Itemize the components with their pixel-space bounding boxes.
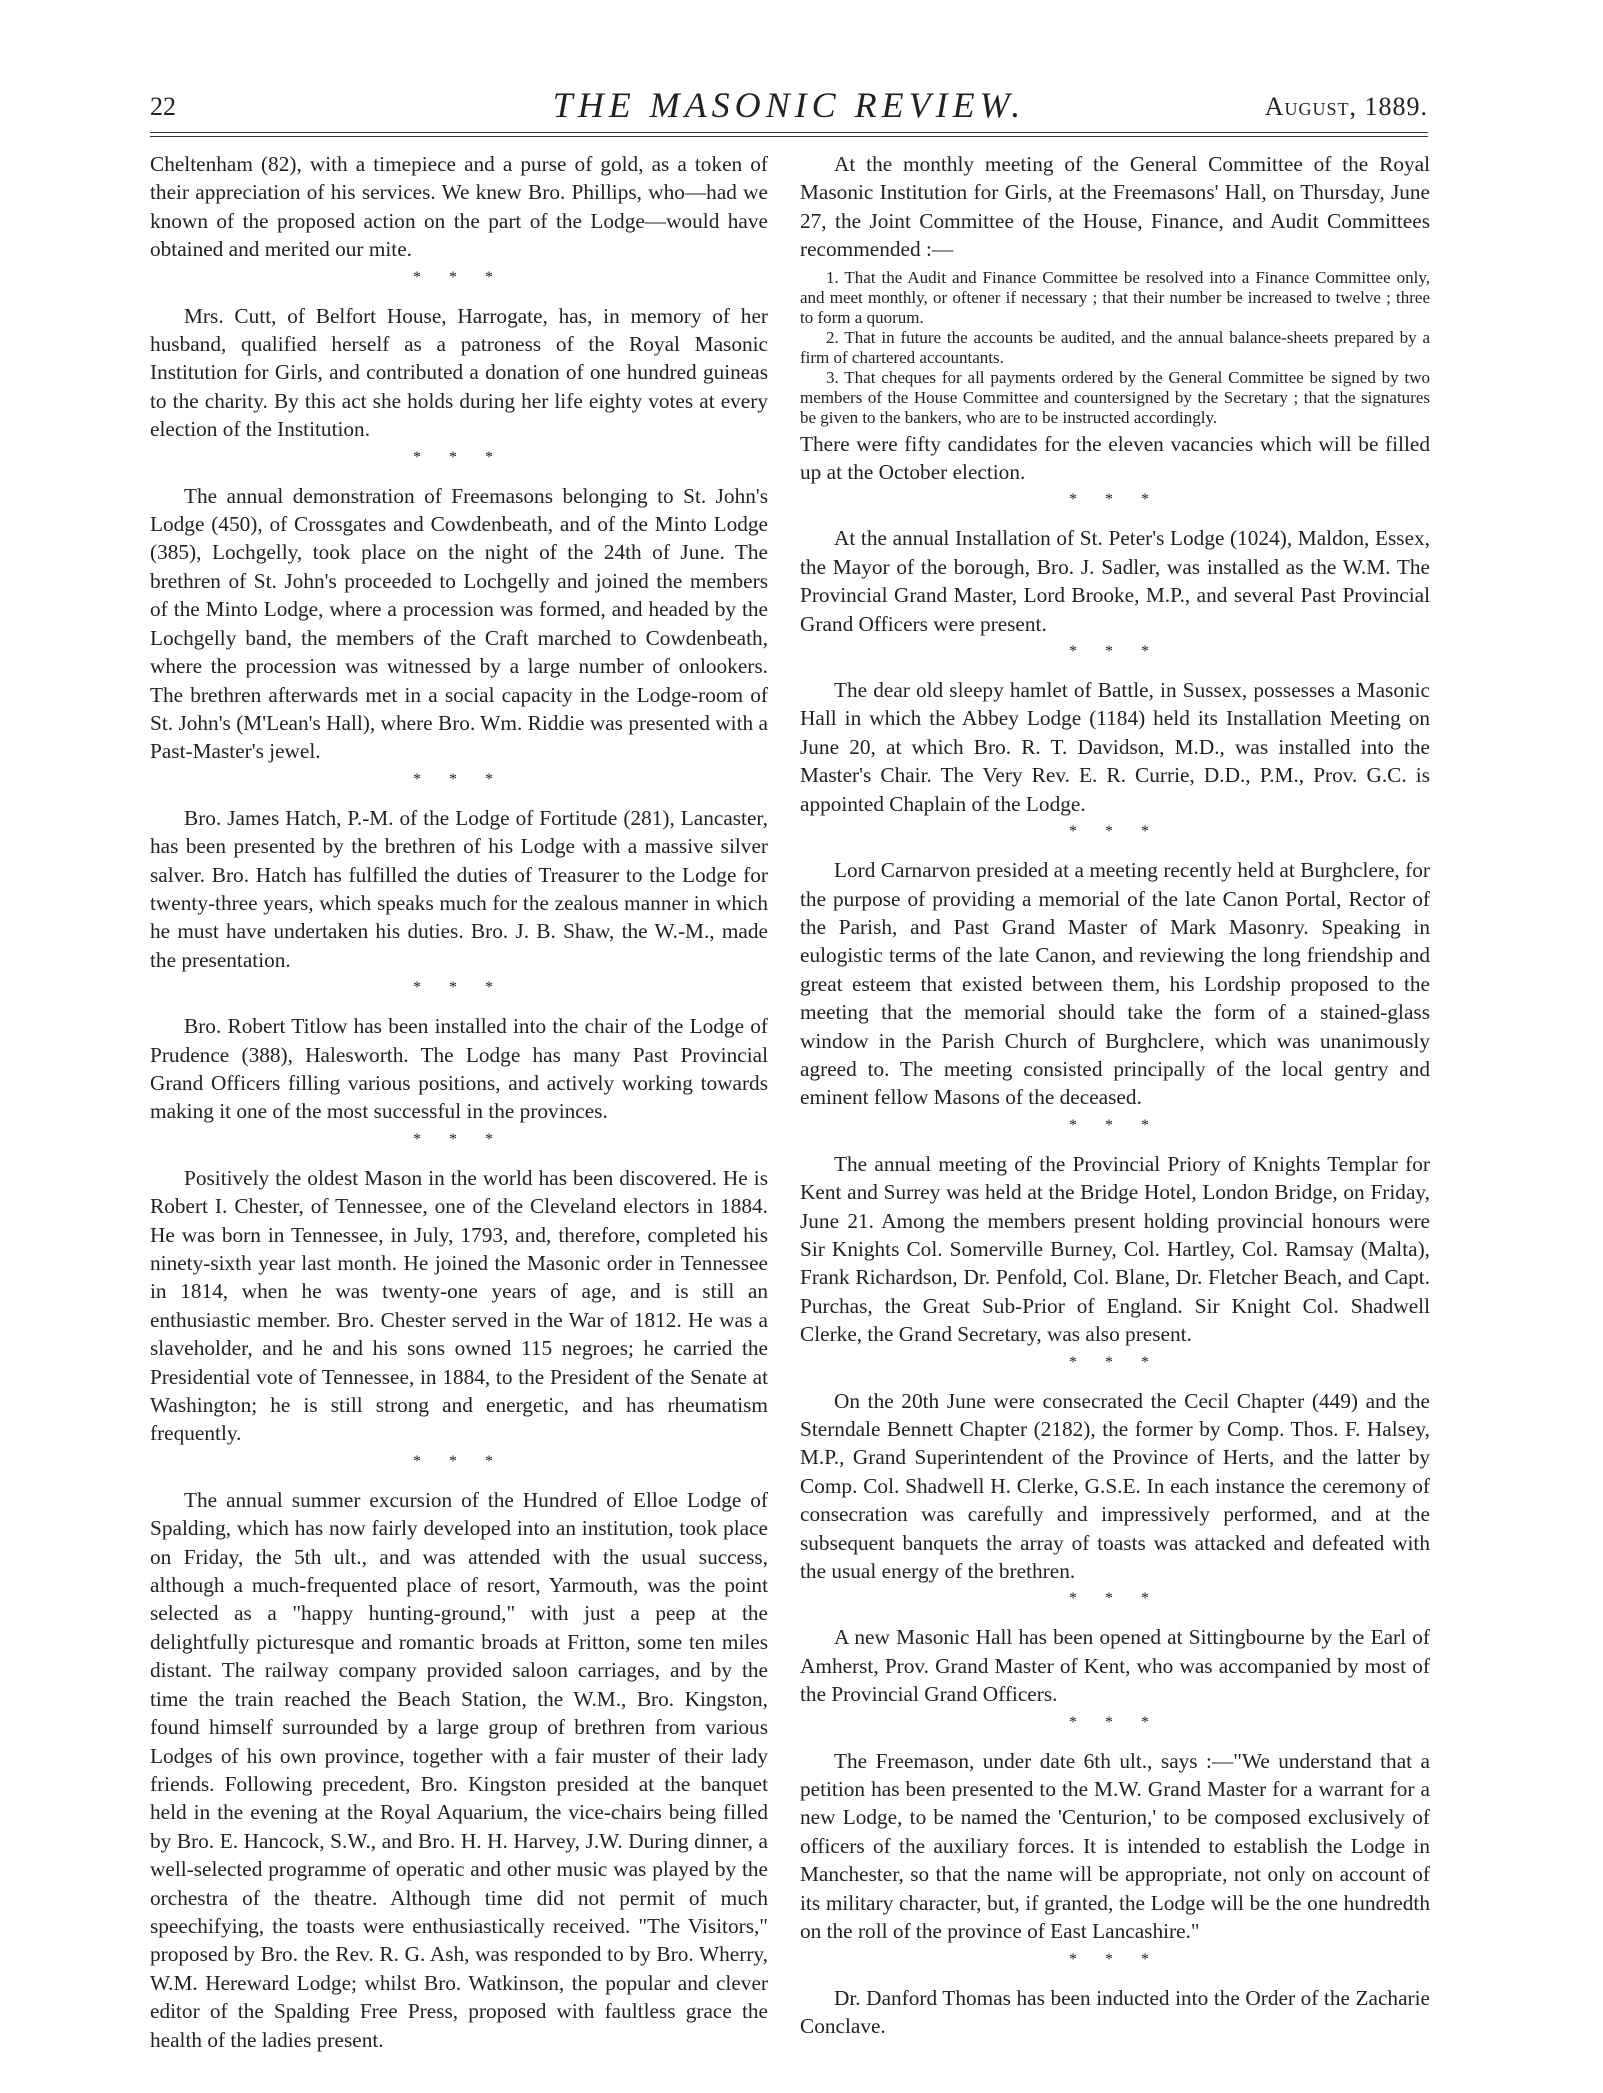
article-paragraph: Mrs. Cutt, of Belfort House, Harrogate, has, in memory of her husband, qualified herself as a patroness of the Royal Masonic Institution for Girls, and contributed a donation of one hundred guineas to the charity. By this act she holds during her life eighty votes at every election of the Institution. [150, 303, 768, 442]
journal-title: THE MASONIC REVIEW. [552, 85, 1026, 125]
resolution-item: 1. That the Audit and Finance Committee be resolved into a Finance Committee only, and meet monthly, or oftener if necessary ; that their number be increased to twelve ; three to form a quorum. [800, 267, 1430, 327]
resolution-list [800, 268, 1430, 428]
section-separator: * * * [1069, 1590, 1161, 1608]
section-separator: * * * [1069, 1353, 1161, 1371]
article-paragraph: On the 20th June were consecrated the Cecil Chapter (449) and the Sterndale Bennett Chapter (2182), the former by Comp. Thos. F. Halsey, M.P., Grand Superintendent of the Province of Herts, and the latter by Comp. Col. Shadwell H. Clerke, G.S.E. In each instance the ceremony of consecration was carefully and impressively performed, and at the subsequent banquets the array of toasts was attacked and defeated with the usual energy of the brethren. [800, 1388, 1430, 1584]
resolution-item: 2. That in future the accounts be audited, and the annual balance-sheets prepared by a firm of chartered accountants. [800, 327, 1430, 367]
header-rule-lower [150, 136, 1428, 137]
article-paragraph: A new Masonic Hall has been opened at Sittingbourne by the Earl of Amherst, Prov. Grand Master of Kent, who was accompanied by most of the Provincial Grand Officers. [800, 1625, 1430, 1707]
article-paragraph: Lord Carnarvon presided at a meeting recently held at Burghclere, for the purpose of providing a memorial of the late Canon Portal, Rector of the Parish, and Past Grand Master of Mark Masonry. Speaking in eulogistic terms of the late Canon, and reviewing the long friendship and great esteem that existed between them, his Lordship proposed to the meeting that the memorial should take the form of a stained-glass window in the Parish Church of Burghclere, which was unanimously agreed to. The meeting consisted principally of the local gentry and eminent fellow Masons of the deceased. [800, 858, 1430, 1110]
article-paragraph: Cheltenham (82), with a timepiece and a purse of gold, as a token of their appreciation of his services. We knew Bro. Phillips, who—had we known of the proposed action on the part of the Lodge—would have obtained and merited our mite. [150, 152, 768, 262]
article-paragraph: The dear old sleepy hamlet of Battle, in Sussex, possesses a Masonic Hall in which the Abbey Lodge (1184) held its Installation Meeting on June 20, at which Bro. R. T. Davidson, M.D., was installed into the Master's Chair. The Very Rev. E. R. Currie, D.D., P.M., Prov. G.C. is appointed Chaplain of the Lodge. [800, 678, 1430, 816]
article-paragraph: Dr. Danford Thomas has been inducted into the Order of the Zacharie Conclave. [800, 1985, 1430, 2038]
article-paragraph: At the monthly meeting of the General Committee of the Royal Masonic Institution for Girls, at the Freemasons' Hall, on Thursday, June 27, the Joint Committee of the House, Finance, and Audit Committees recommended :— [800, 152, 1430, 262]
section-separator: * * * [1069, 1713, 1161, 1731]
section-separator: * * * [1069, 643, 1161, 661]
resolution-item: 3. That cheques for all payments ordered by the General Committee be signed by two members of the House Committee and countersigned by the Secretary ; that the signatures be given to the bankers, who are to be instructed accordingly. [800, 367, 1430, 427]
section-separator: * * * [413, 1452, 505, 1470]
page-number: 22 [150, 92, 176, 121]
section-separator: * * * [413, 1130, 505, 1148]
article-paragraph: The annual meeting of the Provincial Priory of Knights Templar for Kent and Surrey was held at the Bridge Hotel, London Bridge, on Friday, June 21. Among the members present holding provincial honours were Sir Knights Col. Somerville Burney, Col. Hartley, Col. Ramsay (Malta), Frank Richardson, Dr. Penfold, Col. Blane, Dr. Fletcher Beach, and Capt. Purchas, the Great Sub-Prior of England. Sir Knight Col. Shadwell Clerke, the Grand Secretary, was also present. [800, 1151, 1430, 1347]
section-separator: * * * [413, 448, 505, 466]
header-rule [150, 132, 1428, 133]
section-separator: * * * [413, 770, 505, 788]
article-paragraph: Bro. James Hatch, P.-M. of the Lodge of Fortitude (281), Lancaster, has been presented by the brethren of his Lodge with a massive silver salver. Bro. Hatch has fulfilled the duties of Treasurer to the Lodge for twenty-three years, which speaks much for the zealous manner in which he must have undertaken his duties. Bro. J. B. Shaw, the W.-M., made the presentation. [150, 805, 768, 972]
right-column [800, 150, 1430, 2040]
article-paragraph: The Freemason, under date 6th ult., says :—"We understand that a petition has been presented to the M.W. Grand Master for a warrant for a new Lodge, to be named the 'Centurion,' to be composed exclusively of officers of the auxiliary forces. It is intended to establish the Lodge in Manchester, so that the name will be appropriate, not only on account of its military character, but, if granted, the Lodge will be the one hundredth on the roll of the province of East Lancashire." [800, 1748, 1430, 1944]
section-separator: * * * [1069, 823, 1161, 841]
article-paragraph: Positively the oldest Mason in the world has been discovered. He is Robert I. Chester, of Tennessee, one of the Cleveland electors in 1884. He was born in Tennessee, in July, 1793, and, therefore, completed his ninety-sixth year last month. He joined the Masonic order in Tennessee in 1814, when he was twenty-one years of age, and is still an enthusiastic member. Bro. Chester served in the War of 1812. He was a slaveholder, and he and his sons owned 115 negroes; he carried the Presidential vote of Tennessee, in 1884, to the President of the Senate at Washington; he is still strong and energetic, and has rheumatism frequently. [150, 1165, 768, 1446]
article-paragraph: The annual demonstration of Freemasons belonging to St. John's Lodge (450), of Crossgates and Cowdenbeath, and of the Minto Lodge (385), Lochgelly, took place on the night of the 24th of June. The brethren of St. John's proceeded to Lochgelly and joined the members of the Minto Lodge, where a procession was formed, and headed by the Lochgelly band, the members of the Craft marched to Cowdenbeath, where the procession was witnessed by a large number of onlookers. The brethren afterwards met in a social capacity in the Lodge-room of St. John's (M'Lean's Hall), where Bro. Wm. Riddie was presented with a Past-Master's jewel. [150, 483, 768, 764]
section-separator: * * * [1069, 491, 1161, 509]
article-paragraph: There were fifty candidates for the eleven vacancies which will be filled up at the October election. [800, 431, 1430, 485]
issue-date: August, 1889. [1264, 92, 1428, 121]
section-separator: * * * [1069, 1116, 1161, 1134]
section-separator: * * * [413, 268, 505, 286]
page-header [150, 84, 1428, 128]
article-paragraph: At the annual Installation of St. Peter's Lodge (1024), Maldon, Essex, the Mayor of the borough, Bro. J. Sadler, was installed as the W.M. The Provincial Grand Master, Lord Brooke, M.P., and several Past Provincial Grand Officers were present. [800, 526, 1430, 636]
section-separator: * * * [413, 979, 505, 997]
article-paragraph: Bro. Robert Titlow has been installed into the chair of the Lodge of Prudence (388), Halesworth. The Lodge has many Past Provincial Grand Officers filling various positions, and actively working towards making it one of the most successful in the provinces. [150, 1014, 768, 1124]
left-column [150, 150, 768, 2054]
section-separator: * * * [1069, 1950, 1161, 1968]
article-paragraph: The annual summer excursion of the Hundred of Elloe Lodge of Spalding, which has now fairly developed into an institution, took place on Friday, the 5th ult., and was attended with the usual success, although a much-frequented place of resort, Yarmouth, was the point selected as a "happy hunting-ground," with just a peep at the delightfully picturesque and romantic broads at Fritton, some ten miles distant. The railway company provided saloon carriages, and by the time the train reached the Beach Station, the W.M., Bro. Kingston, found himself surrounded by a large group of brethren from various Lodges of his own province, together with a fair muster of their lady friends. Following precedent, Bro. Kingston presided at the banquet held in the evening at the Royal Aquarium, the vice-chairs being filled by Bro. E. Hancock, S.W., and Bro. H. H. Harvey, J.W. During dinner, a well-selected programme of operatic and other music was played by the orchestra of the theatre. Although time did not permit of much speechifying, the toasts were enthusiastically received. "The Visitors," proposed by Bro. the Rev. R. G. Ash, was responded to by Bro. Wherry, W.M. Hereward Lodge; whilst Bro. Watkinson, the popular and clever editor of the Spalding Free Press, proposed with faultless grace the health of the ladies present. [150, 1487, 768, 2052]
